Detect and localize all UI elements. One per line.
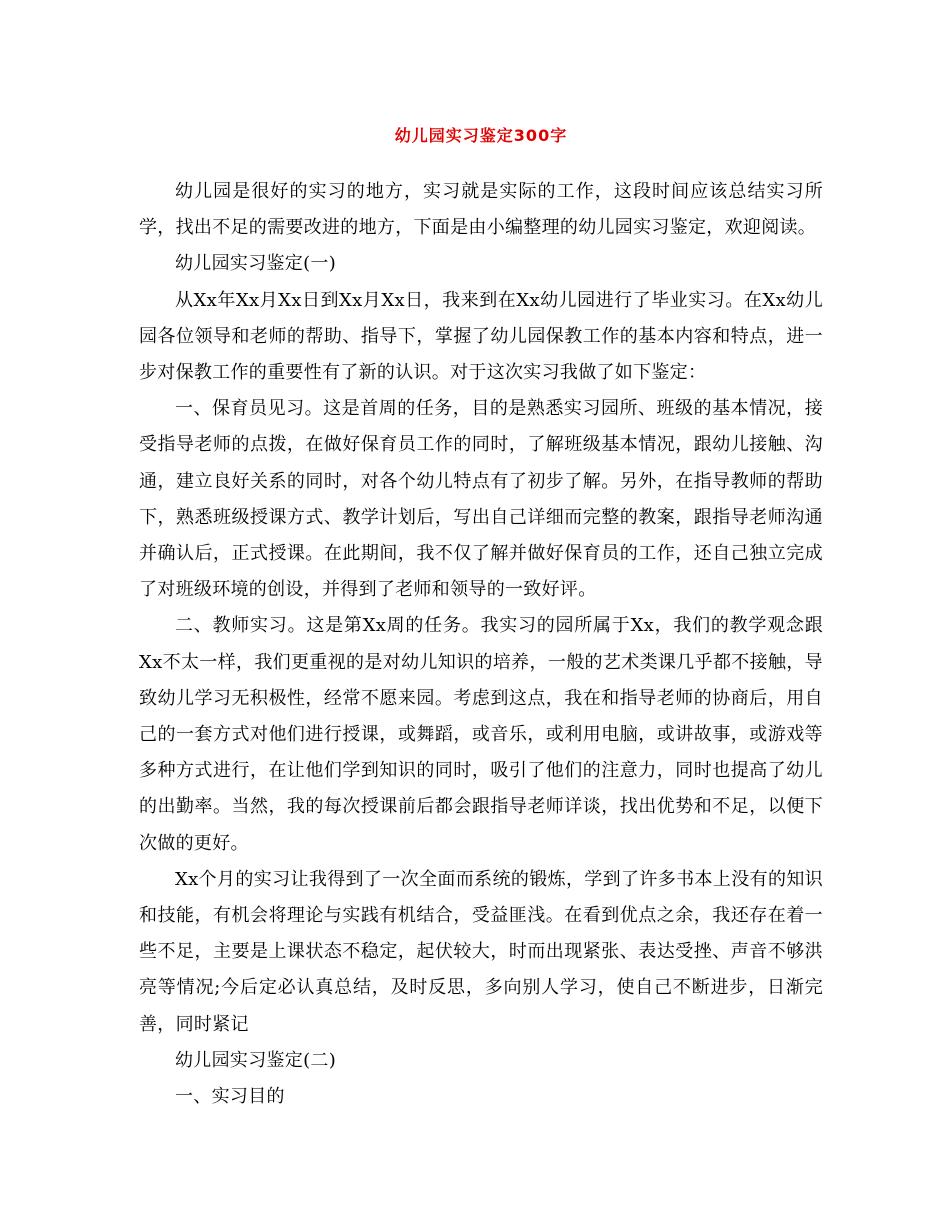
paragraph: 一、实习目的 [175,1086,285,1108]
paragraph: 从Xx年Xx月Xx日到Xx月Xx日，我来到在Xx幼儿园进行了毕业实习。在Xx幼儿园各位领导和老师的帮助、指导下，掌握了幼儿园保教工作的基本内容和特点，进一步对保教工作的重要性有了新的认识。对于这次实习我做了如下鉴定： [139,289,823,384]
document-title: 幼儿园实习鉴定300字 [394,126,568,145]
document-body [139,174,823,1115]
paragraph: 幼儿园实习鉴定(二) [175,1049,337,1071]
paragraph: 幼儿园是很好的实习的地方，实习就是实际的工作，这段时间应该总结实习所学，找出不足的需要改进的地方，下面是由小编整理的幼儿园实习鉴定，欢迎阅读。 [139,181,823,239]
document-page [139,118,823,1115]
paragraph: 二、教师实习。这是第Xx周的任务。我实习的园所属于Xx，我们的教学观念跟Xx不太一样，我们更重视的是对幼儿知识的培养，一般的艺术类课几乎都不接触，导致幼儿学习无积极性，经常不愿来园。考虑到这点，我在和指导老师的协商后，用自己的一套方式对他们进行授课，或舞蹈，或音乐，或利用电脑，或讲故事，或游戏等多种方式进行，在让他们学到知识的同时，吸引了他们的注意力，同时也提高了幼儿的出勤率。当然，我的每次授课前后都会跟指导老师详谈，找出优势和不足，以便下次做的更好。 [139,615,823,854]
paragraph: Xx个月的实习让我得到了一次全面而系统的锻炼，学到了许多书本上没有的知识和技能，有机会将理论与实践有机结合，受益匪浅。在看到优点之余，我还存在着一些不足，主要是上课状态不稳定，起伏较大，时而出现紧张、表达受挫、声音不够洪亮等情况;今后定必认真总结，及时反思，多向别人学习，使自己不断进步，日渐完善，同时紧记 [139,868,823,1035]
paragraph: 一、保育员见习。这是首周的任务，目的是熟悉实习园所、班级的基本情况，接受指导老师的点拨，在做好保育员工作的同时，了解班级基本情况，跟幼儿接触、沟通，建立良好关系的同时，对各个幼儿特点有了初步了解。另外，在指导教师的帮助下，熟悉班级授课方式、教学计划后，写出自己详细而完整的教案，跟指导老师沟通并确认后，正式授课。在此期间，我不仅了解并做好保育员的工作，还自己独立完成了对班级环境的创设，并得到了老师和领导的一致好评。 [139,398,823,601]
paragraph: 幼儿园实习鉴定(一) [175,253,337,275]
